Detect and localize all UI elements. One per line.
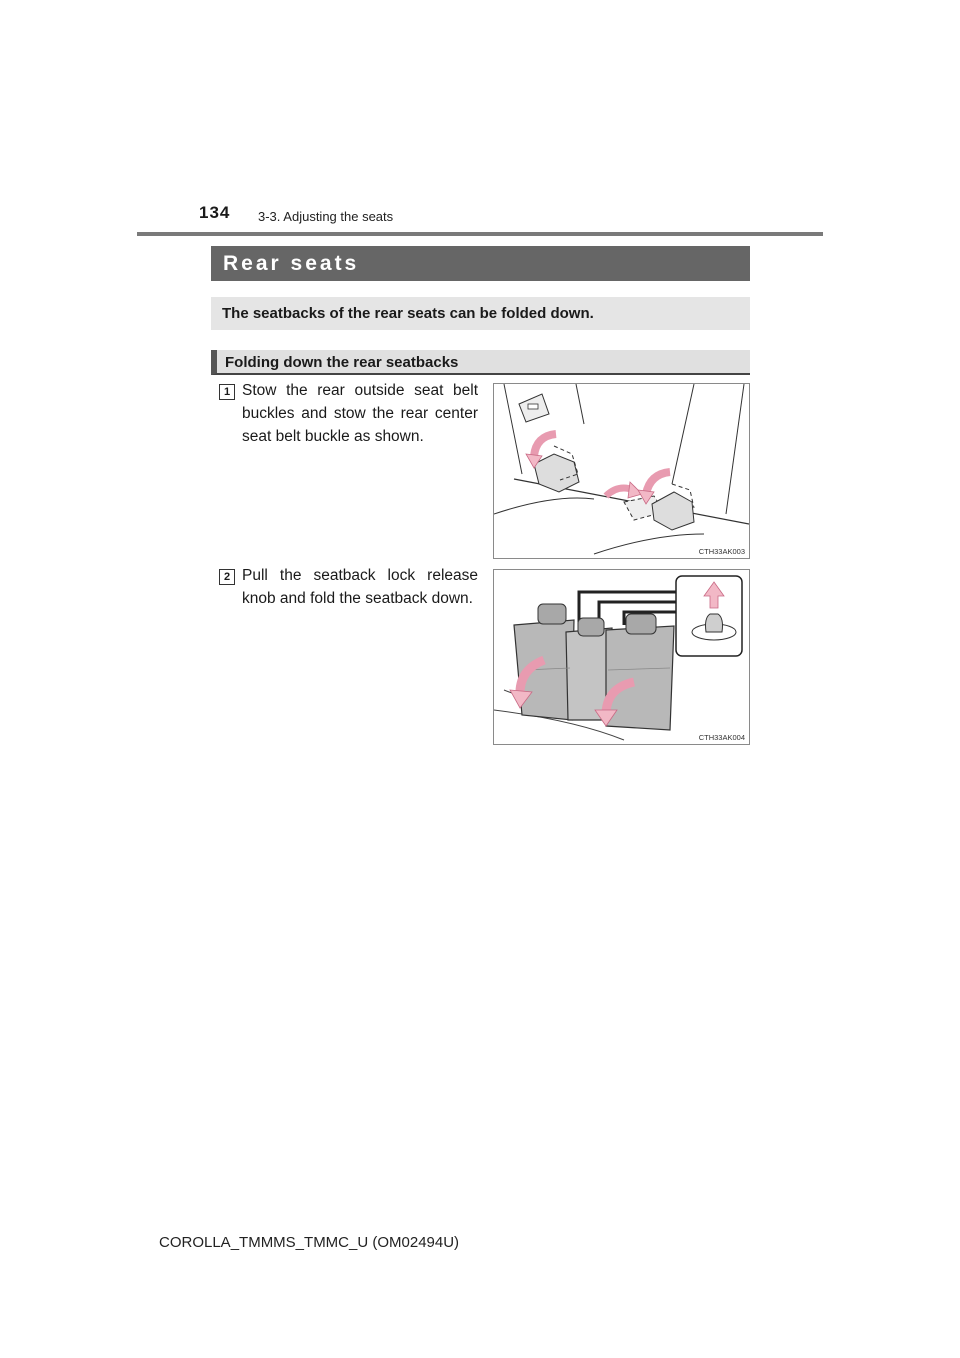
intro-box: The seatbacks of the rear seats can be folded down. [211,297,750,330]
header-rule [137,232,823,236]
step-number-1: 1 [219,384,235,400]
subsection-heading: Folding down the rear seatbacks [211,350,750,375]
figure-seatback-fold [493,569,750,745]
section-title: 3-3. Adjusting the seats [258,209,394,224]
step-text-2: Pull the seatback lock release knob and fold the seatback down. [242,567,478,607]
step-number-2: 2 [219,569,235,585]
figure-code-2: CTH33AK004 [698,733,745,742]
page-number: 134 [199,203,231,222]
footer-model-code: COROLLA_TMMMS_TMMC_U (OM02494U) [159,1234,460,1251]
page-title: Rear seats [211,246,750,281]
figure-seat-belt-buckles [493,383,750,559]
seat-belt-buckle-illustration [494,384,749,558]
seatback-fold-illustration [494,570,749,744]
step-text-1: Stow the rear outside seat belt buckles and stow the rear center seat belt buckle as shown. [242,382,478,445]
figure-code-1: CTH33AK003 [698,547,745,556]
